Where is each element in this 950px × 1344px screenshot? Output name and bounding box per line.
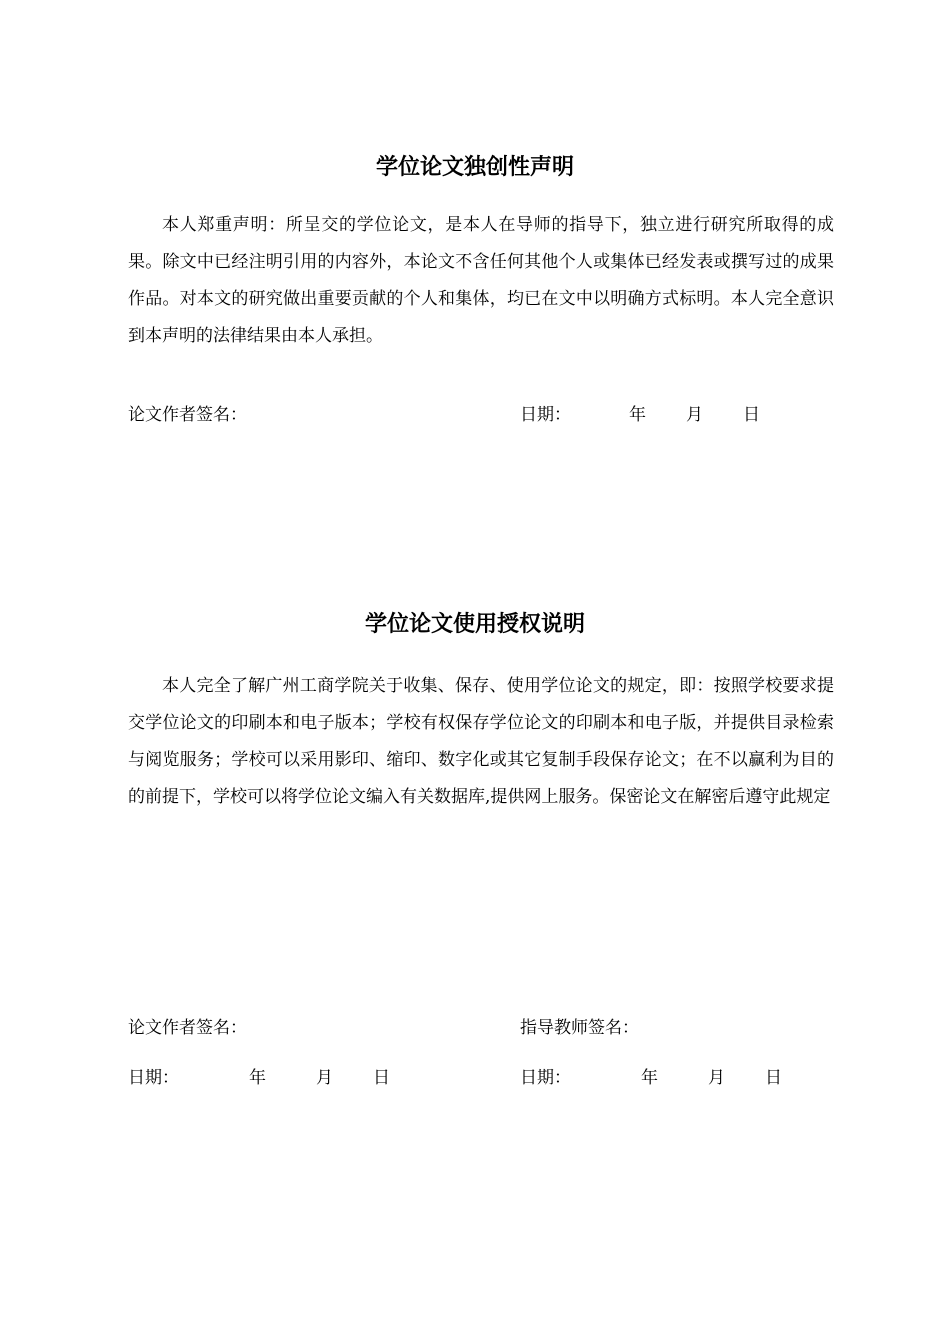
- day-label: 日: [765, 1068, 782, 1088]
- day-label: 日: [743, 405, 760, 425]
- date-label: 日期：: [520, 1068, 571, 1088]
- authorization-body: 本人完全了解广州工商学院关于收集、保存、使用学位论文的规定，即：按照学校要求提交学位论文的印刷本和电子版本；学校有权保存学位论文的印刷本和电子版，并提供目录检索与阅览服务；学校可以采用影印、缩印、数字化或其它复制手段保存论文；在不以赢利为目的的前提下，学校可以将学位论文编入有关数据库,提供网上服务。保密论文在解密后遵守此规定: [128, 676, 834, 807]
- declaration-date-row: [520, 400, 760, 425]
- year-label: 年: [249, 1068, 266, 1088]
- authorization-advisor-date-row: [520, 1063, 782, 1088]
- year-label: 年: [641, 1068, 658, 1088]
- month-label: 月: [316, 1068, 333, 1088]
- date-label: 日期：: [520, 405, 571, 425]
- authorization-advisor-signature-label: 指导教师签名：: [520, 1018, 639, 1038]
- authorization-author-date-row: [128, 1063, 390, 1088]
- month-label: 月: [686, 405, 703, 425]
- declaration-author-signature-label: 论文作者签名：: [128, 405, 247, 425]
- year-label: 年: [629, 405, 646, 425]
- declaration-title: 学位论文独创性声明: [375, 155, 574, 180]
- month-label: 月: [708, 1068, 725, 1088]
- date-label: 日期：: [128, 1068, 179, 1088]
- authorization-title: 学位论文使用授权说明: [364, 612, 585, 637]
- declaration-body: 本人郑重声明：所呈交的学位论文，是本人在导师的指导下，独立进行研究所取得的成果。除文中已经注明引用的内容外，本论文不含任何其他个人或集体已经发表或撰写过的成果作品。对本文的研究做出重要贡献的个人和集体，均已在文中以明确方式标明。本人完全意识到本声明的法律结果由本人承担。: [128, 215, 834, 346]
- authorization-author-signature-label: 论文作者签名：: [128, 1018, 247, 1038]
- day-label: 日: [373, 1068, 390, 1088]
